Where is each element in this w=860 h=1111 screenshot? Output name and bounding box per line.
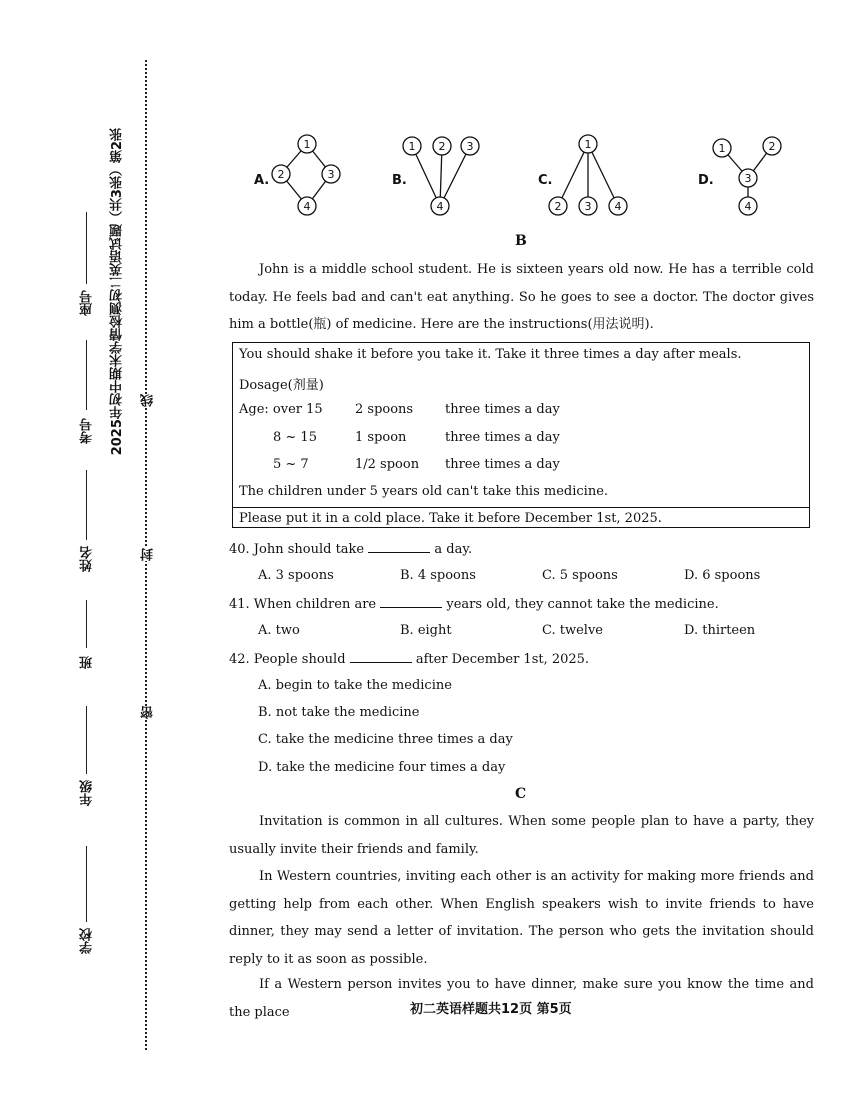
svg-text:4: 4 [303,200,311,213]
dosage-freq-2: three times a day [445,430,560,445]
exam-no-field[interactable] [86,340,87,410]
dosage-heading: Dosage(剂量) [239,378,324,393]
q42-option-a[interactable]: A. begin to take the medicine [258,678,452,693]
name-field[interactable] [86,470,87,540]
svg-text:3: 3 [327,168,335,181]
name-label: 姓名 [80,546,95,572]
diagram-option-a-label: A. [254,173,270,188]
q41-option-a[interactable]: A. two [258,623,300,638]
section-b-passage-text: John is a middle school student. He is sixteen years old now. He has a terrible cold today. He feels bad and can't eat anything. So he goes to see a doctor. The doctor gives him a bottle(瓶) of medicine. Here are the instructions(用法说明). [229,262,814,332]
svg-text:3: 3 [466,140,474,153]
dosage-age-2: 8 ~ 15 [273,430,317,445]
cut-word-seal: 封 [141,548,156,561]
box-divider [233,507,809,508]
answer-blank-41[interactable] [380,595,442,608]
svg-text:1: 1 [303,138,311,151]
dosage-age-1: Age: over 15 [239,402,323,417]
svg-text:2: 2 [438,140,446,153]
dosage-amount-1: 2 spoons [355,402,414,417]
diagram-option-c-label: C. [538,173,553,188]
svg-text:2: 2 [554,200,562,213]
instruction-line-shake: You should shake it before you take it. Take it three times a day after meals. [239,347,742,362]
instruction-line-children: The children under 5 years old can't take this medicine. [239,484,609,499]
cut-word-secret: 密 [141,706,156,719]
question-40: 40. John should take a day. [229,542,473,557]
seat-label: 座号 [80,290,95,316]
svg-text:4: 4 [744,200,752,213]
diagram-options [240,128,800,228]
q40-option-a[interactable]: A. 3 spoons [258,568,334,583]
page-footer: 初二英语样题共12页 第5页 [410,1002,572,1017]
dosage-amount-2: 1 spoon [355,430,407,445]
answer-blank-40[interactable] [368,540,430,553]
cut-word-line: 线 [141,394,156,407]
q41-option-c[interactable]: C. twelve [542,623,603,638]
section-c-paragraph-2: In Western countries, inviting each other is an activity for making more friends and getting help from each other. When English speakers wish to invite friends to have dinner, they may send a letter of invitation. The person who gets the invitation should reply to it as soon as possible. [229,869,814,967]
q42-option-c[interactable]: C. take the medicine three times a day [258,732,513,747]
dosage-age-3: 5 ~ 7 [273,457,309,472]
q41-option-d[interactable]: D. thirteen [684,623,756,638]
svg-text:4: 4 [614,200,622,213]
svg-text:1: 1 [584,138,592,151]
class-label: 班 [80,656,95,669]
svg-text:3: 3 [584,200,592,213]
dosage-freq-3: three times a day [445,457,560,472]
q40-option-d[interactable]: D. 6 spoons [684,568,761,583]
school-label: 学校 [80,928,95,954]
diagram-option-b-label: B. [392,173,407,188]
grade-field[interactable] [86,706,87,774]
school-field[interactable] [86,846,87,922]
section-c-paragraph-1: Invitation is common in all cultures. When some people plan to have a party, they usually invite their friends and family. [229,814,814,857]
svg-text:3: 3 [744,172,752,185]
section-b-passage [229,256,814,339]
dosage-amount-3: 1/2 spoon [355,457,420,472]
svg-text:1: 1 [408,140,416,153]
grade-label: 年级 [80,780,95,806]
exam-no-label: 考号 [80,418,95,444]
dosage-freq-1: three times a day [445,402,560,417]
section-c-heading: C [515,786,527,802]
svg-text:2: 2 [277,168,285,181]
instruction-line-storage: Please put it in a cold place. Take it before December 1st, 2025. [239,511,662,526]
q40-option-b[interactable]: B. 4 spoons [400,568,476,583]
class-field[interactable] [86,600,87,648]
seat-field[interactable] [86,212,87,284]
svg-text:2: 2 [768,140,776,153]
medicine-instructions-box [232,342,810,528]
svg-text:1: 1 [718,142,726,155]
q40-option-c[interactable]: C. 5 spoons [542,568,618,583]
q42-option-b[interactable]: B. not take the medicine [258,705,420,720]
q41-option-b[interactable]: B. eight [400,623,452,638]
q42-option-d[interactable]: D. take the medicine four times a day [258,760,506,775]
answer-blank-42[interactable] [350,650,412,663]
svg-text:4: 4 [436,200,444,213]
section-c-paragraph-3: If a Western person invites you to have dinner, make sure you know the time and the place [229,977,814,1020]
diagram-option-d-label: D. [698,173,714,188]
question-41: 41. When children are years old, they cannot take the medicine. [229,597,719,612]
question-42: 42. People should after December 1st, 2025. [229,652,590,667]
exam-title-vertical: 2025年初中期末学情检测初二英语试题（共3张）第2张 [110,128,125,456]
section-b-heading: B [515,233,527,249]
